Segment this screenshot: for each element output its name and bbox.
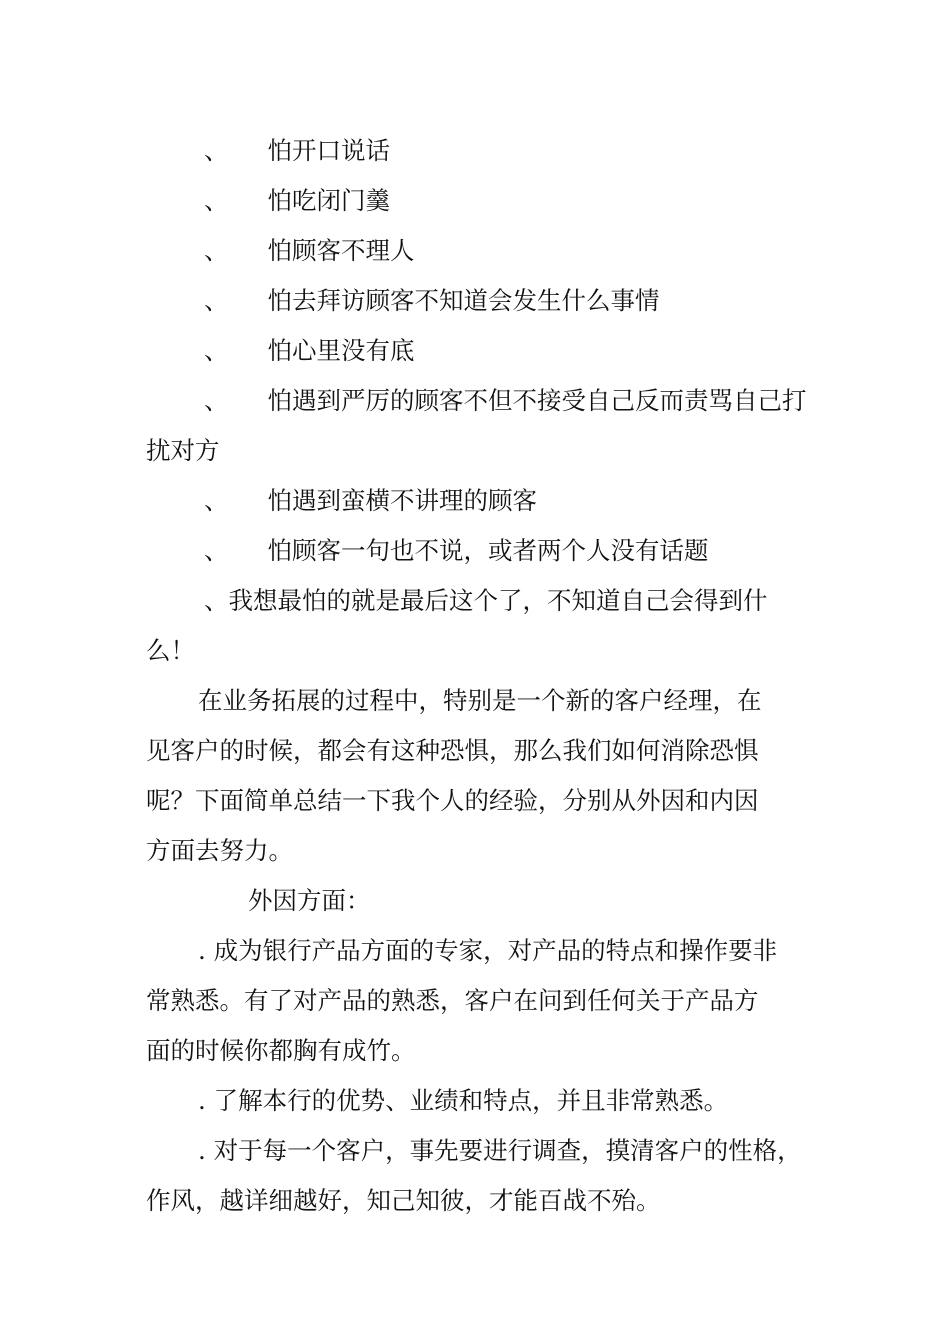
fear-item [146,526,850,576]
list-marker: 、 [204,136,229,165]
list-marker: 、 [204,186,229,215]
item-3-line: 作风，越详细越好，知己知彼，才能百战不殆。 [146,1186,661,1215]
fear-text: 怕心里没有底 [267,336,415,365]
fear-text: 怕遇到严厉的顾客不但不接受自己反而责骂自己打 [267,386,807,415]
list-marker: 、 [204,286,229,315]
list-marker: 、 [204,236,229,265]
fear-text: 怕遇到蛮横不讲理的顾客 [267,486,537,515]
fear-text-continued: 扰对方 [146,436,220,465]
fear-text: 怕开口说话 [267,136,390,165]
fear-item [146,326,850,376]
list-marker: 、 [204,336,229,365]
list-marker: 、 [204,486,229,515]
fear-text: 怕吃闭门羹 [267,186,390,215]
fear-item [146,376,850,426]
item-1-line: . 成为银行产品方面的专家，对产品的特点和操作要非 [198,936,778,965]
fear-item-last: 、我想最怕的就是最后这个了，不知道自己会得到什 [204,586,768,615]
fear-item [146,226,850,276]
fear-text: 怕去拜访顾客不知道会发生什么事情 [267,286,660,315]
fear-item [146,176,850,226]
fear-item [146,476,850,526]
item-3-line: . 对于每一个客户，事先要进行调查，摸清客户的性格， [198,1136,802,1165]
intro-paragraph-line: 方面去努力。 [146,836,293,865]
intro-paragraph-line: 在业务拓展的过程中，特别是一个新的客户经理，在 [198,686,762,715]
fear-item [146,276,850,326]
fear-item [146,126,850,176]
fear-text: 怕顾客一句也不说，或者两个人没有话题 [267,536,709,565]
section-heading-external: 外因方面： [248,886,371,915]
fear-text: 怕顾客不理人 [267,236,415,265]
fear-text-continued: 么！ [146,636,195,665]
intro-paragraph-line: 呢？下面简单总结一下我个人的经验，分别从外因和内因 [146,786,759,815]
list-marker: 、 [204,386,229,415]
item-1-line: 面的时候你都胸有成竹。 [146,1036,416,1065]
list-marker: 、 [204,536,229,565]
intro-paragraph-line: 见客户的时候，都会有这种恐惧，那么我们如何消除恐惧 [146,736,759,765]
item-1-line: 常熟悉。有了对产品的熟悉，客户在问到任何关于产品方 [146,986,759,1015]
item-2-line: . 了解本行的优势、业绩和特点，并且非常熟悉。 [198,1086,729,1115]
